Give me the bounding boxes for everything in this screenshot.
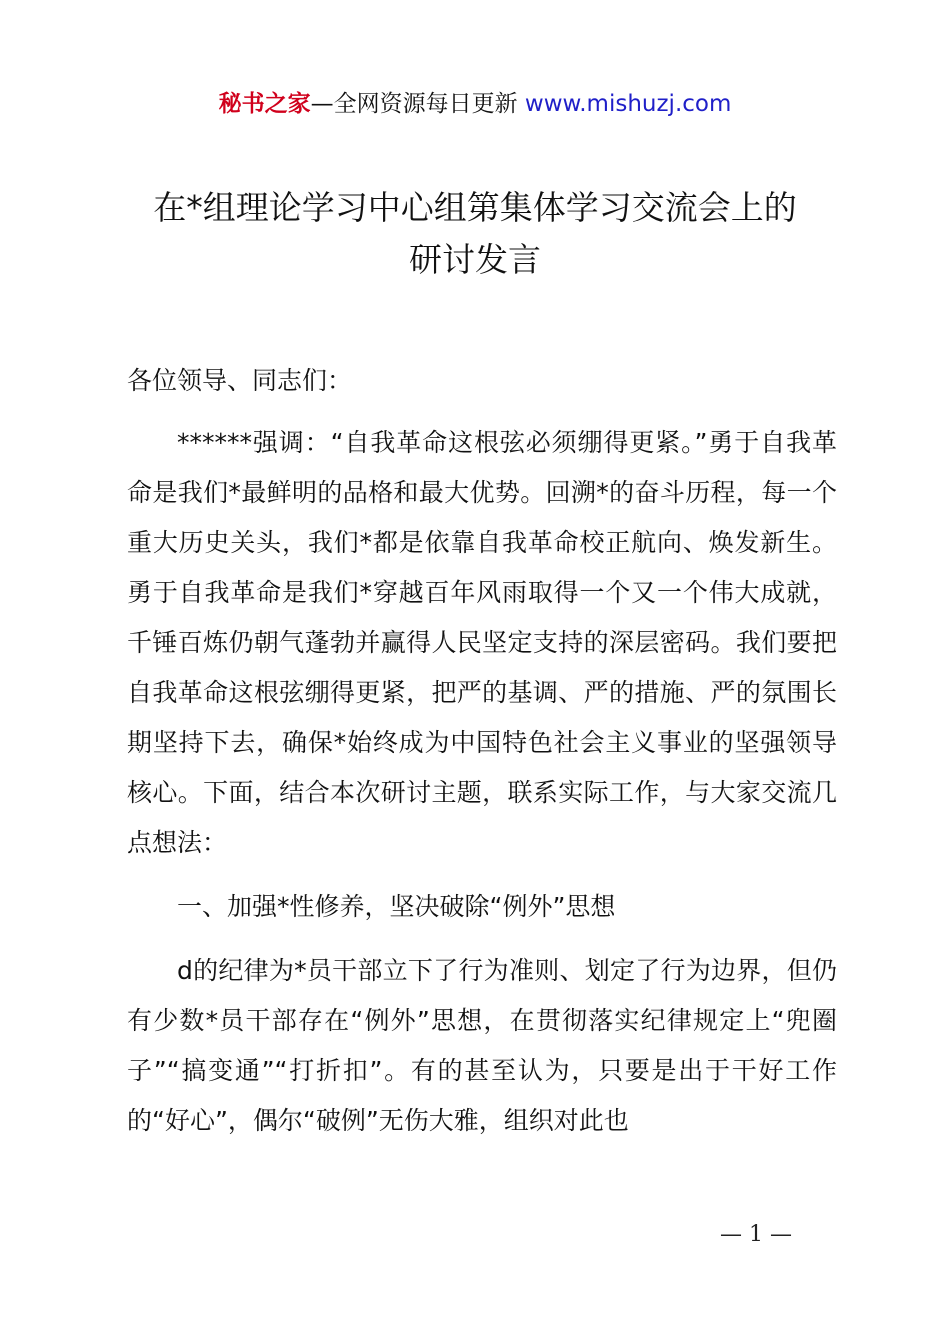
document-title	[40, 182, 910, 286]
paragraph-section-1: d的纪律为*员干部立下了行为准则、划定了行为边界，但仍有少数*员干部存在“例外”思想，在贯彻落实纪律规定上“兜圈子”“搞变通”“打折扣”。有的甚至认为，只要是出于干好工作的“好心”，偶尔“破例”无伤大雅，组织对此也	[127, 956, 837, 1135]
site-url-link[interactable]: www.mishuzj.com	[524, 91, 732, 117]
paragraph-intro: ******强调：“自我革命这根弦必须绷得更紧。”勇于自我革命是我们*最鲜明的品格和最大优势。回溯*的奋斗历程，每一个重大历史关头，我们*都是依靠自我革命校正航向、焕发新生。勇于自我革命是我们*穿越百年风雨取得一个又一个伟大成就，千锤百炼仍朝气蓬勃并赢得人民坚定支持的深层密码。我们要把自我革命这根弦绷得更紧，把严的基调、严的措施、严的氛围长期坚持下去，确保*始终成为中国特色社会主义事业的坚强领导核心。下面，结合本次研讨主题，联系实际工作，与大家交流几点想法：	[127, 428, 837, 857]
title-line-1: 在*组理论学习中心组第集体学习交流会上的	[153, 188, 797, 227]
section-heading-1: 一、加强*性修养，坚决破除“例外”思想	[177, 892, 616, 921]
title-line-2: 研讨发言	[409, 240, 541, 279]
page-number: — 1 —	[720, 1222, 792, 1247]
document-body	[127, 356, 837, 1146]
site-header	[0, 88, 950, 120]
site-tagline: —全网资源每日更新	[310, 91, 518, 117]
salutation: 各位领导、同志们：	[127, 366, 353, 395]
site-brand: 秘书之家	[218, 91, 311, 117]
